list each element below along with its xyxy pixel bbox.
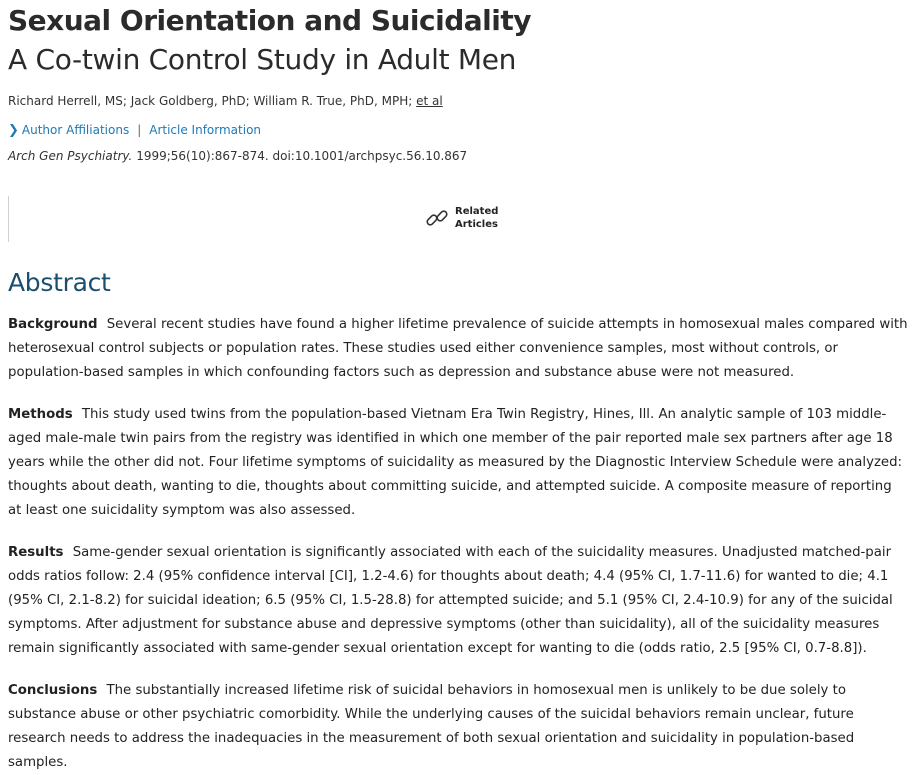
related-label-line2: Articles <box>455 219 498 230</box>
related-label-line1: Related <box>455 206 499 217</box>
et-al-link[interactable]: et al <box>416 94 443 108</box>
related-articles-panel <box>8 196 909 242</box>
section-label: Results <box>8 545 64 560</box>
author-names: Richard Herrell, MS; Jack Goldberg, PhD; William R. True, PhD, MPH; <box>8 94 413 108</box>
section-text: This study used twins from the population-based Vietnam Era Twin Registry, Hines, Ill. An analytic sample of 103 middle-aged male-male twin pairs from the registry was identified in which one member of the pair reported male sex partners after age 18 years while the other did not. Four lifetime symptoms of suicidality as measured by the Diagnostic Interview Schedule were analyzed: thoughts about death, wanting to die, thoughts about committing suicide, and attempted suicide. A composite measure of reporting at least one suicidality symptom was also assessed. <box>8 407 903 518</box>
section-text: Several recent studies have found a higher lifetime prevalence of suicide attempts in homosexual males compared with heterosexual control subjects or population rates. These studies used either convenience samples, most without controls, or population-based samples in which confounding factors such as depression and substance abuse were not measured. <box>8 317 908 380</box>
link-separator: | <box>137 123 142 137</box>
section-text: Same-gender sexual orientation is significantly associated with each of the suicidality measures. Unadjusted matched-pair odds ratios follow: 2.4 (95% confidence interval [CI], 1.2-4.6) for thoughts about death; 4.4 (95% CI, 1.7-11.6) for wanted to die; 4.1 (95% CI, 2.1-8.2) for suicidal ideation; 6.5 (95% CI, 1.5-28.8) for attempted suicide; and 5.1 (95% CI, 2.4-10.9) for any of the suicidal symptoms. After adjustment for substance abuse and depressive symptoms (other than suicidality), all of the suicidality measures remain significantly associated with same-gender sexual orientation except for wanting to die (odds ratio, 2.5 [95% CI, 0.7-8.8]). <box>8 545 893 656</box>
article-title: Sexual Orientation and Suicidality <box>8 4 531 37</box>
abstract-methods <box>8 403 908 523</box>
citation <box>8 147 467 165</box>
chevron-right-icon: ❯ <box>8 123 19 138</box>
article-subtitle: A Co-twin Control Study in Adult Men <box>8 43 517 76</box>
link-icon <box>425 206 449 230</box>
author-affiliations-link[interactable]: Author Affiliations <box>21 123 130 137</box>
section-text: The substantially increased lifetime risk of suicidal behaviors in homosexual men is unlikely to be due solely to substance abuse or other psychiatric comorbidity. While the underlying causes of the suicidal behaviors remain unclear, future research needs to address the inadequacies in the measurement of both sexual orientation and suicidality in population-based samples. <box>8 683 855 770</box>
article-info-links <box>8 121 261 140</box>
related-articles-label <box>455 205 503 231</box>
related-articles-button[interactable] <box>425 205 503 231</box>
abstract-heading: Abstract <box>8 268 111 297</box>
citation-details: 1999;56(10):867-874. doi:10.1001/archpsyc.56.10.867 <box>136 149 468 163</box>
article-information-link[interactable]: Article Information <box>149 123 262 137</box>
author-list <box>8 92 443 110</box>
journal-name: Arch Gen Psychiatry. <box>8 149 133 163</box>
abstract-results <box>8 541 908 661</box>
section-label: Methods <box>8 407 73 422</box>
abstract-background <box>8 313 908 385</box>
section-label: Conclusions <box>8 683 98 698</box>
section-label: Background <box>8 317 98 332</box>
